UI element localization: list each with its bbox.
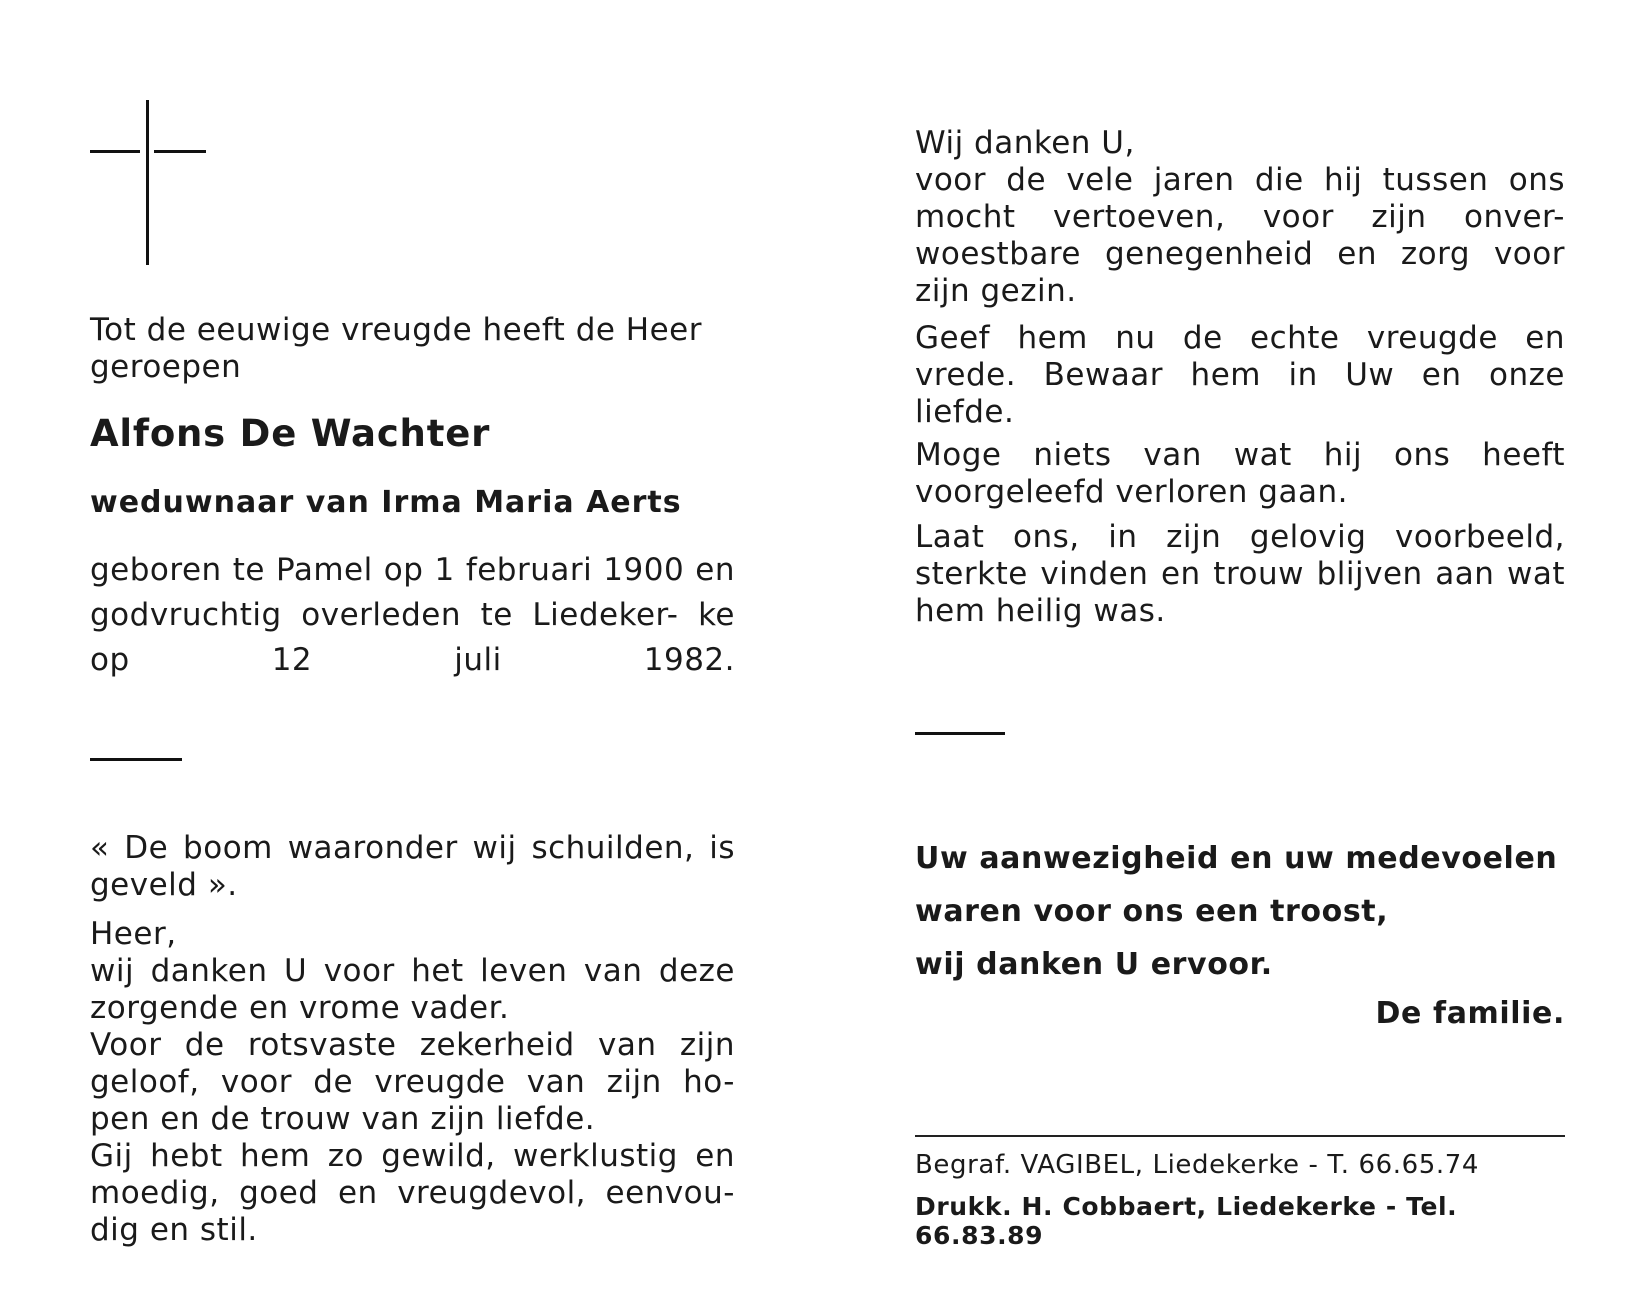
quote-text: « De boom waaronder wij schuilden, is geveld ».: [90, 830, 735, 903]
divider-left: [90, 758, 182, 761]
signature-family: De familie.: [1375, 996, 1565, 1031]
deceased-name: Alfons De Wachter: [90, 412, 491, 455]
cross-symbol: [90, 100, 210, 265]
divider-right: [915, 732, 1005, 735]
prayer-line: Heer,: [90, 916, 177, 952]
right-paragraph-4: Laat ons, in zijn gelovig voorbeeld, sterkte vinden en trouw blijven aan wat hem heilig was.: [915, 519, 1565, 629]
right-paragraph-2: Geef hem nu de echte vreugde en vrede. Bewaar hem in Uw en onze liefde.: [915, 320, 1565, 430]
right-paragraph-3: Moge niets van wat hij ons heeft voorgeleefd verloren gaan.: [915, 437, 1565, 510]
right-paragraph-1-rest: voor de vele jaren die hij tussen ons mocht vertoeven, voor zijn onver- woestbare genegenheid en zorg voor zijn gezin.: [915, 162, 1565, 309]
birth-death-text: geboren te Pamel op 1 februari 1900 en godvruchtig overleden te Liedeker- ke op 12 juli 1982.: [90, 552, 735, 678]
cross-vertical-bar: [146, 100, 149, 265]
funeral-service-line: Begraf. VAGIBEL, Liedekerke - T. 66.65.74: [915, 1150, 1480, 1180]
thanks-block: [915, 832, 1565, 991]
prayer-block: [90, 916, 735, 1249]
right-paragraph-1: [915, 125, 1565, 310]
printer-rule: [915, 1135, 1565, 1137]
prayer-line: Gij hebt hem zo gewild, werklustig en moedig, goed en vreugdevol, eenvou- dig en stil.: [90, 1138, 735, 1248]
intro-text: Tot de eeuwige vreugde heeft de Heer geroepen: [90, 312, 702, 385]
widower-line: weduwnaar van Irma Maria Aerts: [90, 485, 682, 520]
thanks-line: waren voor ons een troost,: [915, 894, 1389, 929]
prayer-line: wij danken U voor het leven van deze zorgende en vrome vader.: [90, 953, 735, 1026]
thanks-line: wij danken U ervoor.: [915, 947, 1273, 982]
printer-line: Drukk. H. Cobbaert, Liedekerke - Tel. 66.83.89: [915, 1192, 1458, 1250]
cross-left-arm: [90, 150, 140, 153]
thanks-line: Uw aanwezigheid en uw medevoelen: [915, 841, 1558, 876]
right-paragraph-1-first: Wij danken U,: [915, 125, 1135, 161]
cross-right-arm: [154, 150, 206, 153]
prayer-line: Voor de rotsvaste zekerheid van zijn geloof, voor de vreugde van zijn ho- pen en de trouw van zijn liefde.: [90, 1027, 735, 1137]
